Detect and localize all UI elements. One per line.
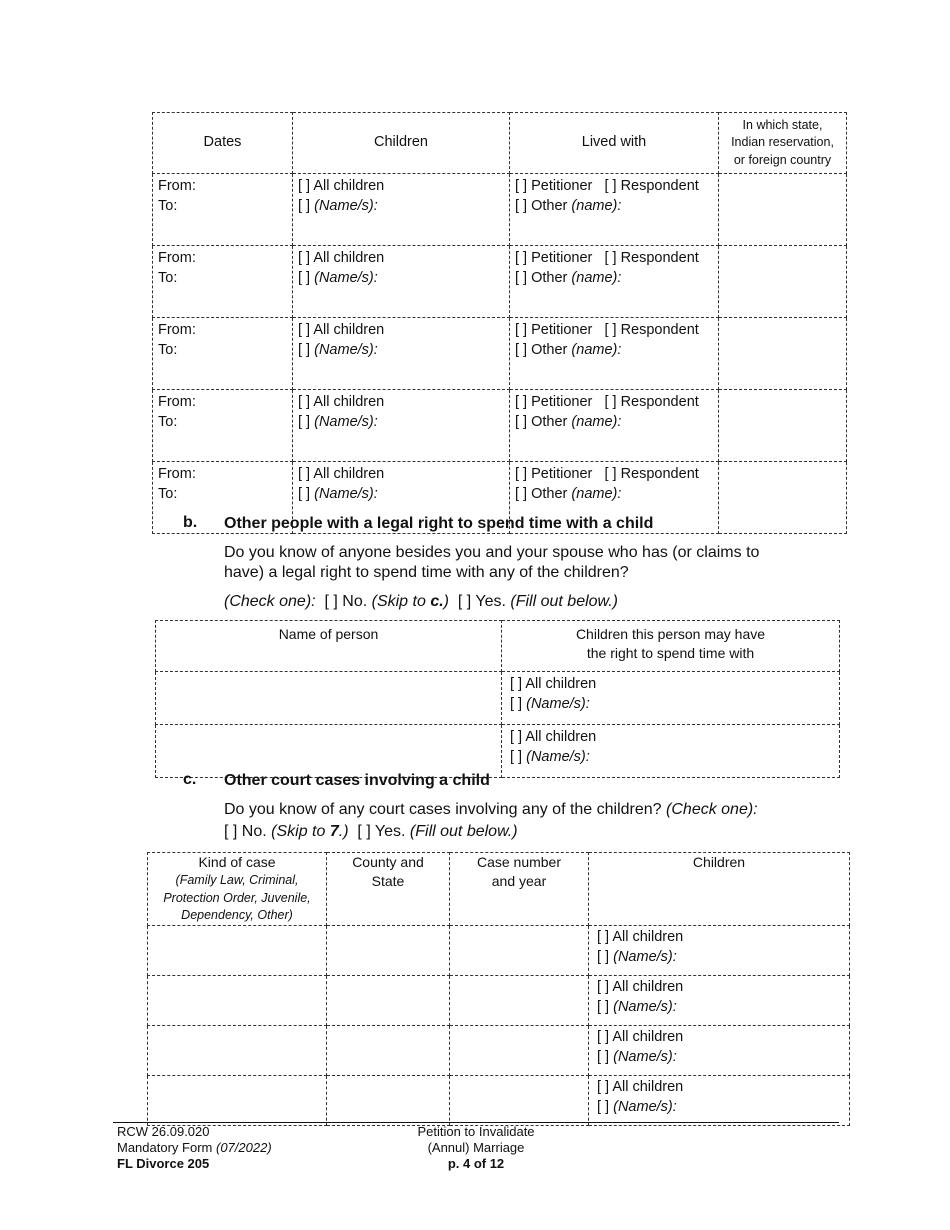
children-cell [293,246,510,318]
table-row [153,174,847,246]
all-children-checkbox[interactable]: [ ] All children [298,250,385,266]
case-number-cell[interactable] [450,976,589,1026]
names-checkbox[interactable]: [ ] (Name/s): [298,485,378,502]
court-cases-table [147,852,850,1126]
header-location-line1: In which state, [742,117,823,132]
legal-right-people-table [155,620,840,778]
location-cell[interactable] [719,318,847,390]
header-children-time-line2: the right to spend time with [586,645,755,661]
children-cell [589,1076,850,1126]
names-checkbox[interactable]: [ ] (Name/s): [510,695,590,712]
other-label: Other [531,341,568,358]
skip-to-label: (Skip to [271,823,326,840]
header-kind-sub-line3: Dependency, Other) [181,908,293,922]
from-label: From: [158,178,196,194]
section-c-yes-checkbox[interactable]: [ ] Yes. [357,823,406,840]
names-checkbox[interactable]: [ ] (Name/s): [298,269,378,286]
to-label: To: [158,341,178,358]
yes-label: Yes. [374,823,406,840]
header-kind-sub-line1: (Family Law, Criminal, [175,873,299,887]
kind-of-case-cell[interactable] [148,976,327,1026]
header-case-line2: and year [491,873,547,889]
footer-form-id: FL Divorce 205 [117,1156,210,1171]
footer-rcw: RCW 26.09.020 [117,1124,210,1139]
county-state-cell[interactable] [327,1076,450,1126]
footer-center [376,1124,576,1172]
check-one-label: (Check one): [666,801,758,818]
dates-cell[interactable] [153,246,293,318]
petitioner-checkbox[interactable]: [ ] Petitioner [515,394,593,410]
to-label: To: [158,269,178,286]
petitioner-checkbox[interactable]: [ ] Petitioner [515,250,593,266]
to-label: To: [158,413,178,430]
section-c-no-checkbox[interactable]: [ ] No. [224,823,267,840]
children-cell [293,390,510,462]
section-b-title: Other people with a legal right to spend time with a child [224,515,654,532]
other-label: Other [531,197,568,214]
header-location-line3: or foreign country [733,152,832,167]
footer-left [117,1124,272,1172]
header-case-line1: Case number [476,854,562,870]
kind-of-case-cell[interactable] [148,926,327,976]
respondent-checkbox[interactable]: [ ] Respondent [604,178,699,194]
footer-date: (07/2022) [216,1140,272,1155]
children-cell [293,174,510,246]
header-kind-label: Kind of case [198,854,276,870]
section-c-title: Other court cases involving a child [224,772,490,789]
section-b-question-line1: Do you know of anyone besides you and your spouse who has (or claims to [224,544,760,561]
location-cell[interactable] [719,390,847,462]
fill-out-instruction: (Fill out below.) [409,823,518,840]
footer-page-number: p. 4 of 12 [447,1156,505,1171]
all-children-checkbox[interactable]: [ ] All children [298,178,385,194]
all-children-checkbox[interactable]: [ ] All children [510,729,597,745]
section-b-no-checkbox[interactable]: [ ] No. [324,593,368,610]
table-row [156,672,840,725]
respondent-checkbox[interactable]: [ ] Respondent [604,250,699,266]
section-c-question [224,800,758,820]
names-label: (Name/s): [526,748,590,765]
location-cell[interactable] [719,174,847,246]
to-label: To: [158,485,178,502]
case-number-cell[interactable] [450,1076,589,1126]
section-b-yes-checkbox[interactable]: [ ] Yes. [457,593,506,610]
section-b-check-line [224,592,618,612]
names-checkbox[interactable]: [ ] (Name/s): [597,948,677,965]
all-children-checkbox[interactable]: [ ] All children [597,1079,684,1095]
footer-mandatory-label: Mandatory Form [117,1140,213,1155]
children-cell [502,672,840,725]
table-header-row [153,113,847,174]
petitioner-checkbox[interactable]: [ ] Petitioner [515,466,593,482]
no-label: No. [241,823,267,840]
county-state-cell[interactable] [327,926,450,976]
kind-of-case-cell[interactable] [148,1076,327,1126]
fill-out-instruction: (Fill out below.) [510,593,618,610]
names-label: (Name/s): [314,197,378,214]
footer-title-line1: Petition to Invalidate [417,1124,535,1139]
skip-to-label: (Skip to [371,593,426,610]
names-label: (Name/s): [526,695,590,712]
case-number-cell[interactable] [450,926,589,976]
names-label: (Name/s): [613,1048,677,1065]
section-b-letter: b. [183,514,198,531]
no-label: No. [342,593,368,610]
children-cell [293,318,510,390]
lived-with-cell [510,318,719,390]
header-county-line1: County and [352,854,424,870]
children-cell [589,1026,850,1076]
from-label: From: [158,250,196,266]
all-children-checkbox[interactable]: [ ] All children [597,929,684,945]
petitioner-checkbox[interactable]: [ ] Petitioner [515,178,593,194]
other-checkbox[interactable]: [ ] Other (name): [515,341,622,358]
other-label: Other [531,269,568,286]
all-children-checkbox[interactable]: [ ] All children [298,466,385,482]
header-children-time [502,621,840,672]
children-cell [502,725,840,778]
person-name-cell[interactable] [156,725,502,778]
all-children-checkbox[interactable]: [ ] All children [597,979,684,995]
section-b-question-line2: have) a legal right to spend time with any of the children? [224,564,629,581]
names-checkbox[interactable]: [ ] (Name/s): [298,197,378,214]
skip-close: .) [338,823,349,840]
person-name-cell[interactable] [156,672,502,725]
header-name-of-person: Name of person [156,621,502,672]
names-checkbox[interactable]: [ ] (Name/s): [597,1098,677,1115]
kind-of-case-cell[interactable] [148,1026,327,1076]
lived-with-cell [510,174,719,246]
table-row [148,1076,850,1126]
other-checkbox[interactable]: [ ] Other (name): [515,485,622,502]
skip-target: c. [430,593,444,610]
footer-mandatory [117,1140,272,1156]
table-header-row [148,853,850,926]
dates-cell[interactable] [153,318,293,390]
names-label: (Name/s): [314,269,378,286]
respondent-checkbox[interactable]: [ ] Respondent [604,394,699,410]
header-case-number [450,853,589,926]
other-label: Other [531,485,568,502]
names-checkbox[interactable]: [ ] (Name/s): [298,413,378,430]
header-kind-of-case [148,853,327,926]
children-cell [589,976,850,1026]
respondent-checkbox[interactable]: [ ] Respondent [604,466,699,482]
header-children-time-line1: Children this person may have [575,626,766,642]
header-children: Children [589,853,850,926]
dates-cell[interactable] [153,174,293,246]
yes-label: Yes. [475,593,506,610]
all-children-checkbox[interactable]: [ ] All children [597,1029,684,1045]
all-children-checkbox[interactable]: [ ] All children [298,322,385,338]
lived-with-cell [510,246,719,318]
table-row [148,926,850,976]
from-label: From: [158,466,196,482]
location-cell[interactable] [719,246,847,318]
names-checkbox[interactable]: [ ] (Name/s): [597,998,677,1015]
section-c-check-line [224,822,518,842]
children-cell [589,926,850,976]
names-label: (Name/s): [613,948,677,965]
other-name-label: (name): [571,413,622,430]
footer-rule [113,1122,839,1123]
all-children-checkbox[interactable]: [ ] All children [510,676,597,692]
other-name-label: (name): [571,197,622,214]
header-children: Children [293,113,510,174]
residence-history-table [152,112,847,534]
table-row [148,976,850,1026]
header-lived-with: Lived with [510,113,719,174]
skip-instruction [372,593,449,610]
dates-cell[interactable] [153,390,293,462]
other-name-label: (name): [571,341,622,358]
table-row [156,725,840,778]
names-label: (Name/s): [314,485,378,502]
other-label: Other [531,413,568,430]
all-children-checkbox[interactable]: [ ] All children [298,394,385,410]
respondent-checkbox[interactable]: [ ] Respondent [604,322,699,338]
names-label: (Name/s): [613,998,677,1015]
other-checkbox[interactable]: [ ] Other (name): [515,197,622,214]
header-kind-sub-line2: Protection Order, Juvenile, [163,890,311,905]
table-row [153,246,847,318]
lived-with-cell [510,390,719,462]
table-row [153,390,847,462]
header-location [719,113,847,174]
to-label: To: [158,197,178,214]
names-label: (Name/s): [314,413,378,430]
names-checkbox[interactable]: [ ] (Name/s): [510,748,590,765]
table-header-row [156,621,840,672]
section-c-letter: c. [183,771,197,788]
case-number-cell[interactable] [450,1026,589,1076]
table-row [148,1026,850,1076]
other-name-label: (name): [571,485,622,502]
names-checkbox[interactable]: [ ] (Name/s): [597,1048,677,1065]
header-county-state [327,853,450,926]
check-one-label: (Check one): [224,593,316,610]
other-checkbox[interactable]: [ ] Other (name): [515,413,622,430]
question-text: Do you know of any court cases involving any of the children? [224,801,662,818]
county-state-cell[interactable] [327,976,450,1026]
names-label: (Name/s): [613,1098,677,1115]
from-label: From: [158,322,196,338]
other-checkbox[interactable]: [ ] Other (name): [515,269,622,286]
skip-close: ) [443,593,449,610]
names-label: (Name/s): [314,341,378,358]
header-location-line2: Indian reservation, [731,135,834,150]
petitioner-checkbox[interactable]: [ ] Petitioner [515,322,593,338]
skip-target: 7 [329,823,339,840]
header-dates: Dates [153,113,293,174]
table-row [153,318,847,390]
other-name-label: (name): [571,269,622,286]
footer-title-line2: (Annul) Marriage [427,1140,525,1155]
location-cell[interactable] [719,462,847,534]
skip-instruction [271,823,348,840]
county-state-cell[interactable] [327,1026,450,1076]
header-county-line2: State [371,873,405,889]
names-checkbox[interactable]: [ ] (Name/s): [298,341,378,358]
from-label: From: [158,394,196,410]
